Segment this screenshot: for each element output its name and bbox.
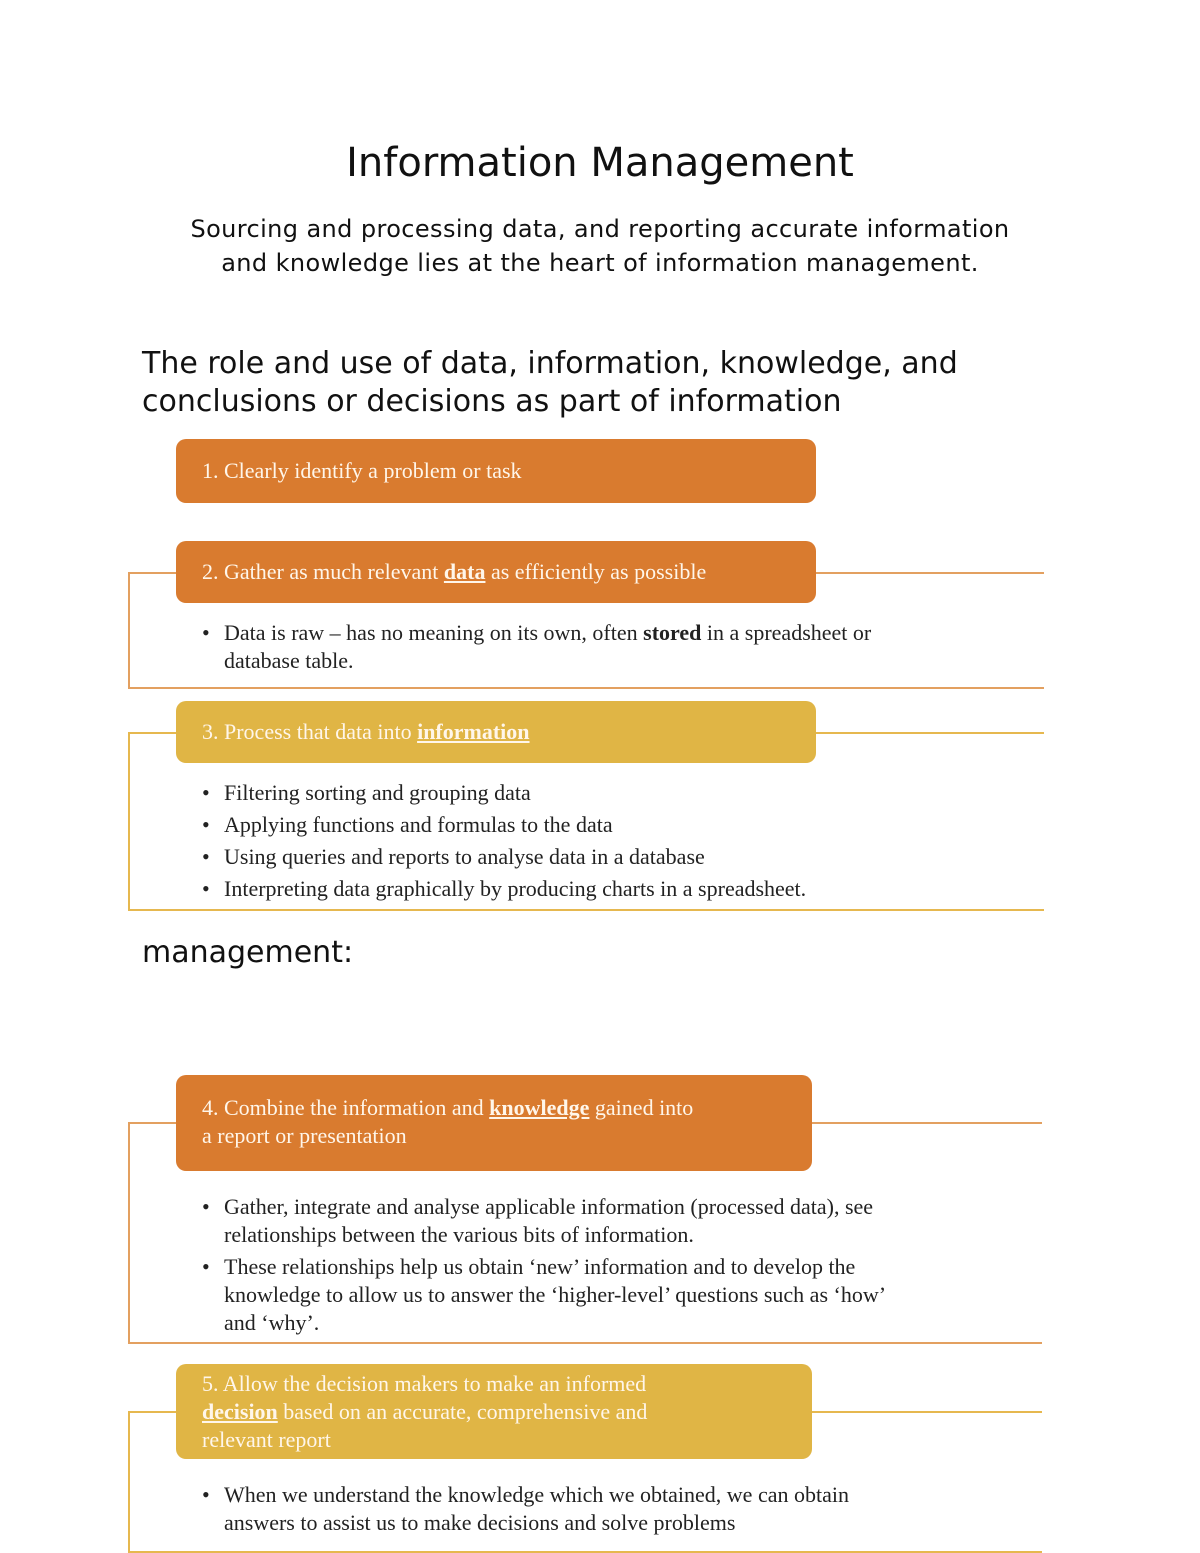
- step-4-connector: [812, 1122, 1042, 1124]
- list-item: • When we understand the knowledge which we obtained, we can obtain answers to assist us to make decisions and solve problems: [200, 1481, 1020, 1537]
- keyword-knowledge: knowledge: [489, 1095, 590, 1120]
- step-4-bullets: [200, 1193, 1020, 1337]
- section-heading-line-1: The role and use of data, information, knowledge, and: [142, 346, 958, 381]
- step-2-box: [176, 541, 816, 603]
- list-item: • Data is raw – has no meaning on its own, often stored in a spreadsheet or database table.: [200, 619, 1020, 675]
- step-3-box: [176, 701, 816, 763]
- step-2-connector: [816, 572, 1044, 574]
- list-item: • Gather, integrate and analyse applicable information (processed data), see relationships between the various bits of information.: [200, 1193, 1020, 1249]
- list-item: • Interpreting data graphically by producing charts in a spreadsheet.: [200, 875, 1020, 903]
- section-heading-continued: management:: [142, 935, 354, 970]
- list-item: • Applying functions and formulas to the data: [200, 811, 1020, 839]
- step-5-label-line-2: decision based on an accurate, comprehensive and: [202, 1399, 648, 1424]
- section-heading: [142, 345, 1042, 421]
- step-2-bullets: [200, 619, 1020, 675]
- step-5-box: [176, 1364, 812, 1459]
- page-title: Information Management: [346, 140, 854, 186]
- step-2-bottom-line: [128, 687, 1044, 689]
- keyword-decision: decision: [202, 1399, 278, 1424]
- step-3-bullets: [200, 779, 1020, 903]
- subtitle-line-2: and knowledge lies at the heart of information management.: [221, 249, 979, 277]
- keyword-information: information: [417, 719, 530, 744]
- step-3-label: 3. Process that data into information: [202, 719, 530, 744]
- step-1-box: [176, 439, 816, 503]
- step-3-connector: [816, 732, 1044, 734]
- step-5-label-line-1: 5. Allow the decision makers to make an informed: [202, 1371, 647, 1396]
- step-4-bottom-line: [128, 1342, 1042, 1344]
- step-5-bullets: [200, 1481, 1020, 1537]
- step-5-connector: [812, 1411, 1042, 1413]
- step-2-label: 2. Gather as much relevant data as efficiently as possible: [202, 559, 707, 584]
- step-4-label-line-2: a report or presentation: [202, 1123, 407, 1148]
- step-3-bottom-line: [128, 909, 1044, 911]
- page-subtitle: [100, 212, 1100, 280]
- step-1-label: 1. Clearly identify a problem or task: [202, 458, 522, 483]
- subtitle-line-1: Sourcing and processing data, and reporting accurate information: [190, 215, 1010, 243]
- keyword-data: data: [443, 559, 486, 584]
- step-5-label-line-3: relevant report: [202, 1427, 331, 1452]
- list-item: • Using queries and reports to analyse data in a database: [200, 843, 1020, 871]
- list-item: • Filtering sorting and grouping data: [200, 779, 1020, 807]
- list-item: • These relationships help us obtain ‘new’ information and to develop the knowledge to allow us to answer the ‘higher-level’ questions such as ‘how’ and ‘why’.: [200, 1253, 1020, 1337]
- section-heading-line-2: conclusions or decisions as part of information: [142, 384, 842, 419]
- step-4-box: [176, 1075, 812, 1171]
- step-4-label-line-1: 4. Combine the information and knowledge gained into: [202, 1095, 694, 1120]
